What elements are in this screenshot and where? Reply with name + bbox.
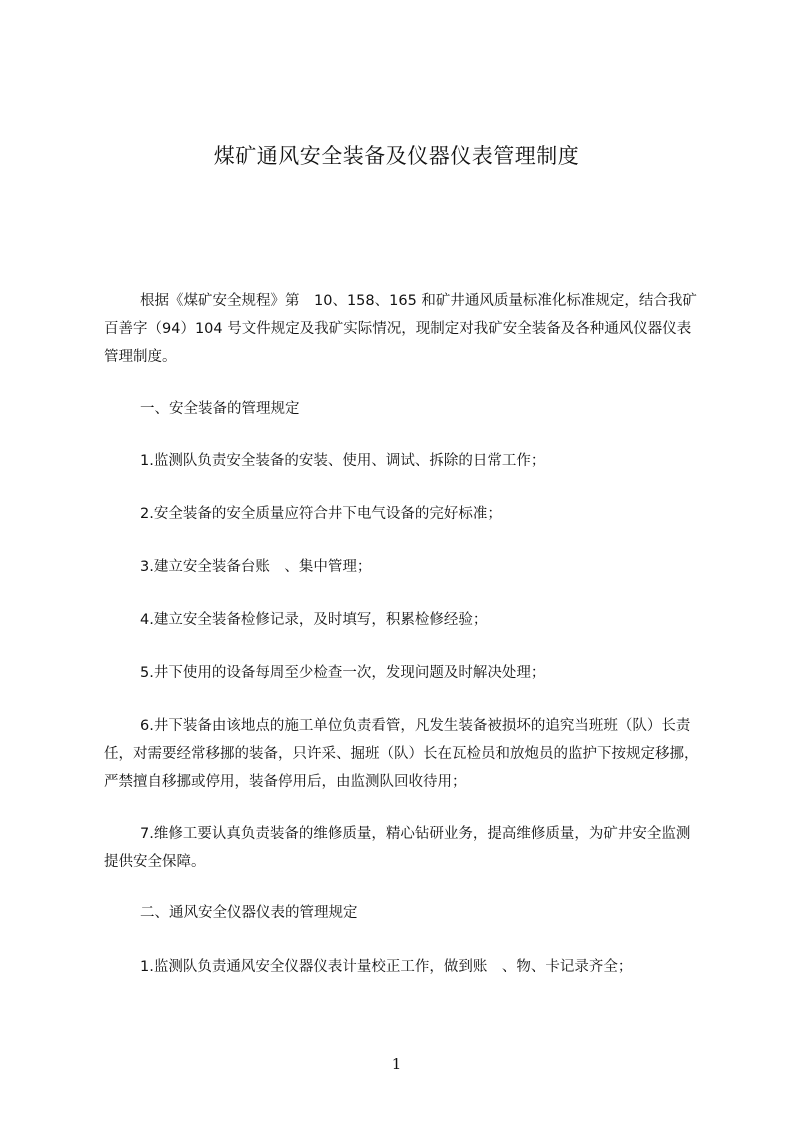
document-title: 煤矿通风安全装备及仪器仪表管理制度: [213, 144, 580, 168]
section-heading-1: 一、安全装备的管理规定: [140, 401, 300, 417]
list-item: 3.建立安全装备台账 、集中管理；: [140, 559, 372, 575]
list-item: 1.监测队负责通风安全仪器仪表计量校正工作，做到账 、物、卡记录齐全；: [140, 959, 633, 975]
list-item: 5.井下使用的设备每周至少检查一次，发现问题及时解决处理；: [140, 665, 546, 681]
list-item: 2.安全装备的安全质量应符合井下电气设备的完好标准；: [140, 506, 502, 522]
section-heading-2: 二、通风安全仪器仪表的管理规定: [140, 905, 358, 921]
intro-paragraph: 根据《煤矿安全规程》第 10、158、165 和矿井通风质量标准化标准规定，结合我矿百善字（94）104 号文件规定及我矿实际情况，现制定对我矿安全装备及各种通风仪器仪表管理制度。: [104, 293, 697, 365]
page-number: 1: [391, 1055, 402, 1073]
list-item: 1.监测队负责安全装备的安装、使用、调试、拆除的日常工作；: [140, 453, 546, 469]
list-item: 6.井下装备由该地点的施工单位负责看管，凡发生装备被损坏的追究当班班（队）长责任，对需要经常移挪的装备，只许采、掘班（队）长在瓦检员和放炮员的监护下按规定移挪，严禁擅自移挪或停用，装备停用后，由监测队回收待用；: [104, 718, 699, 790]
list-item: 4.建立安全装备检修记录，及时填写，积累检修经验；: [140, 612, 488, 628]
list-item: 7.维修工要认真负责装备的维修质量，精心钻研业务，提高维修质量，为矿井安全监测提供安全保障。: [104, 826, 691, 870]
